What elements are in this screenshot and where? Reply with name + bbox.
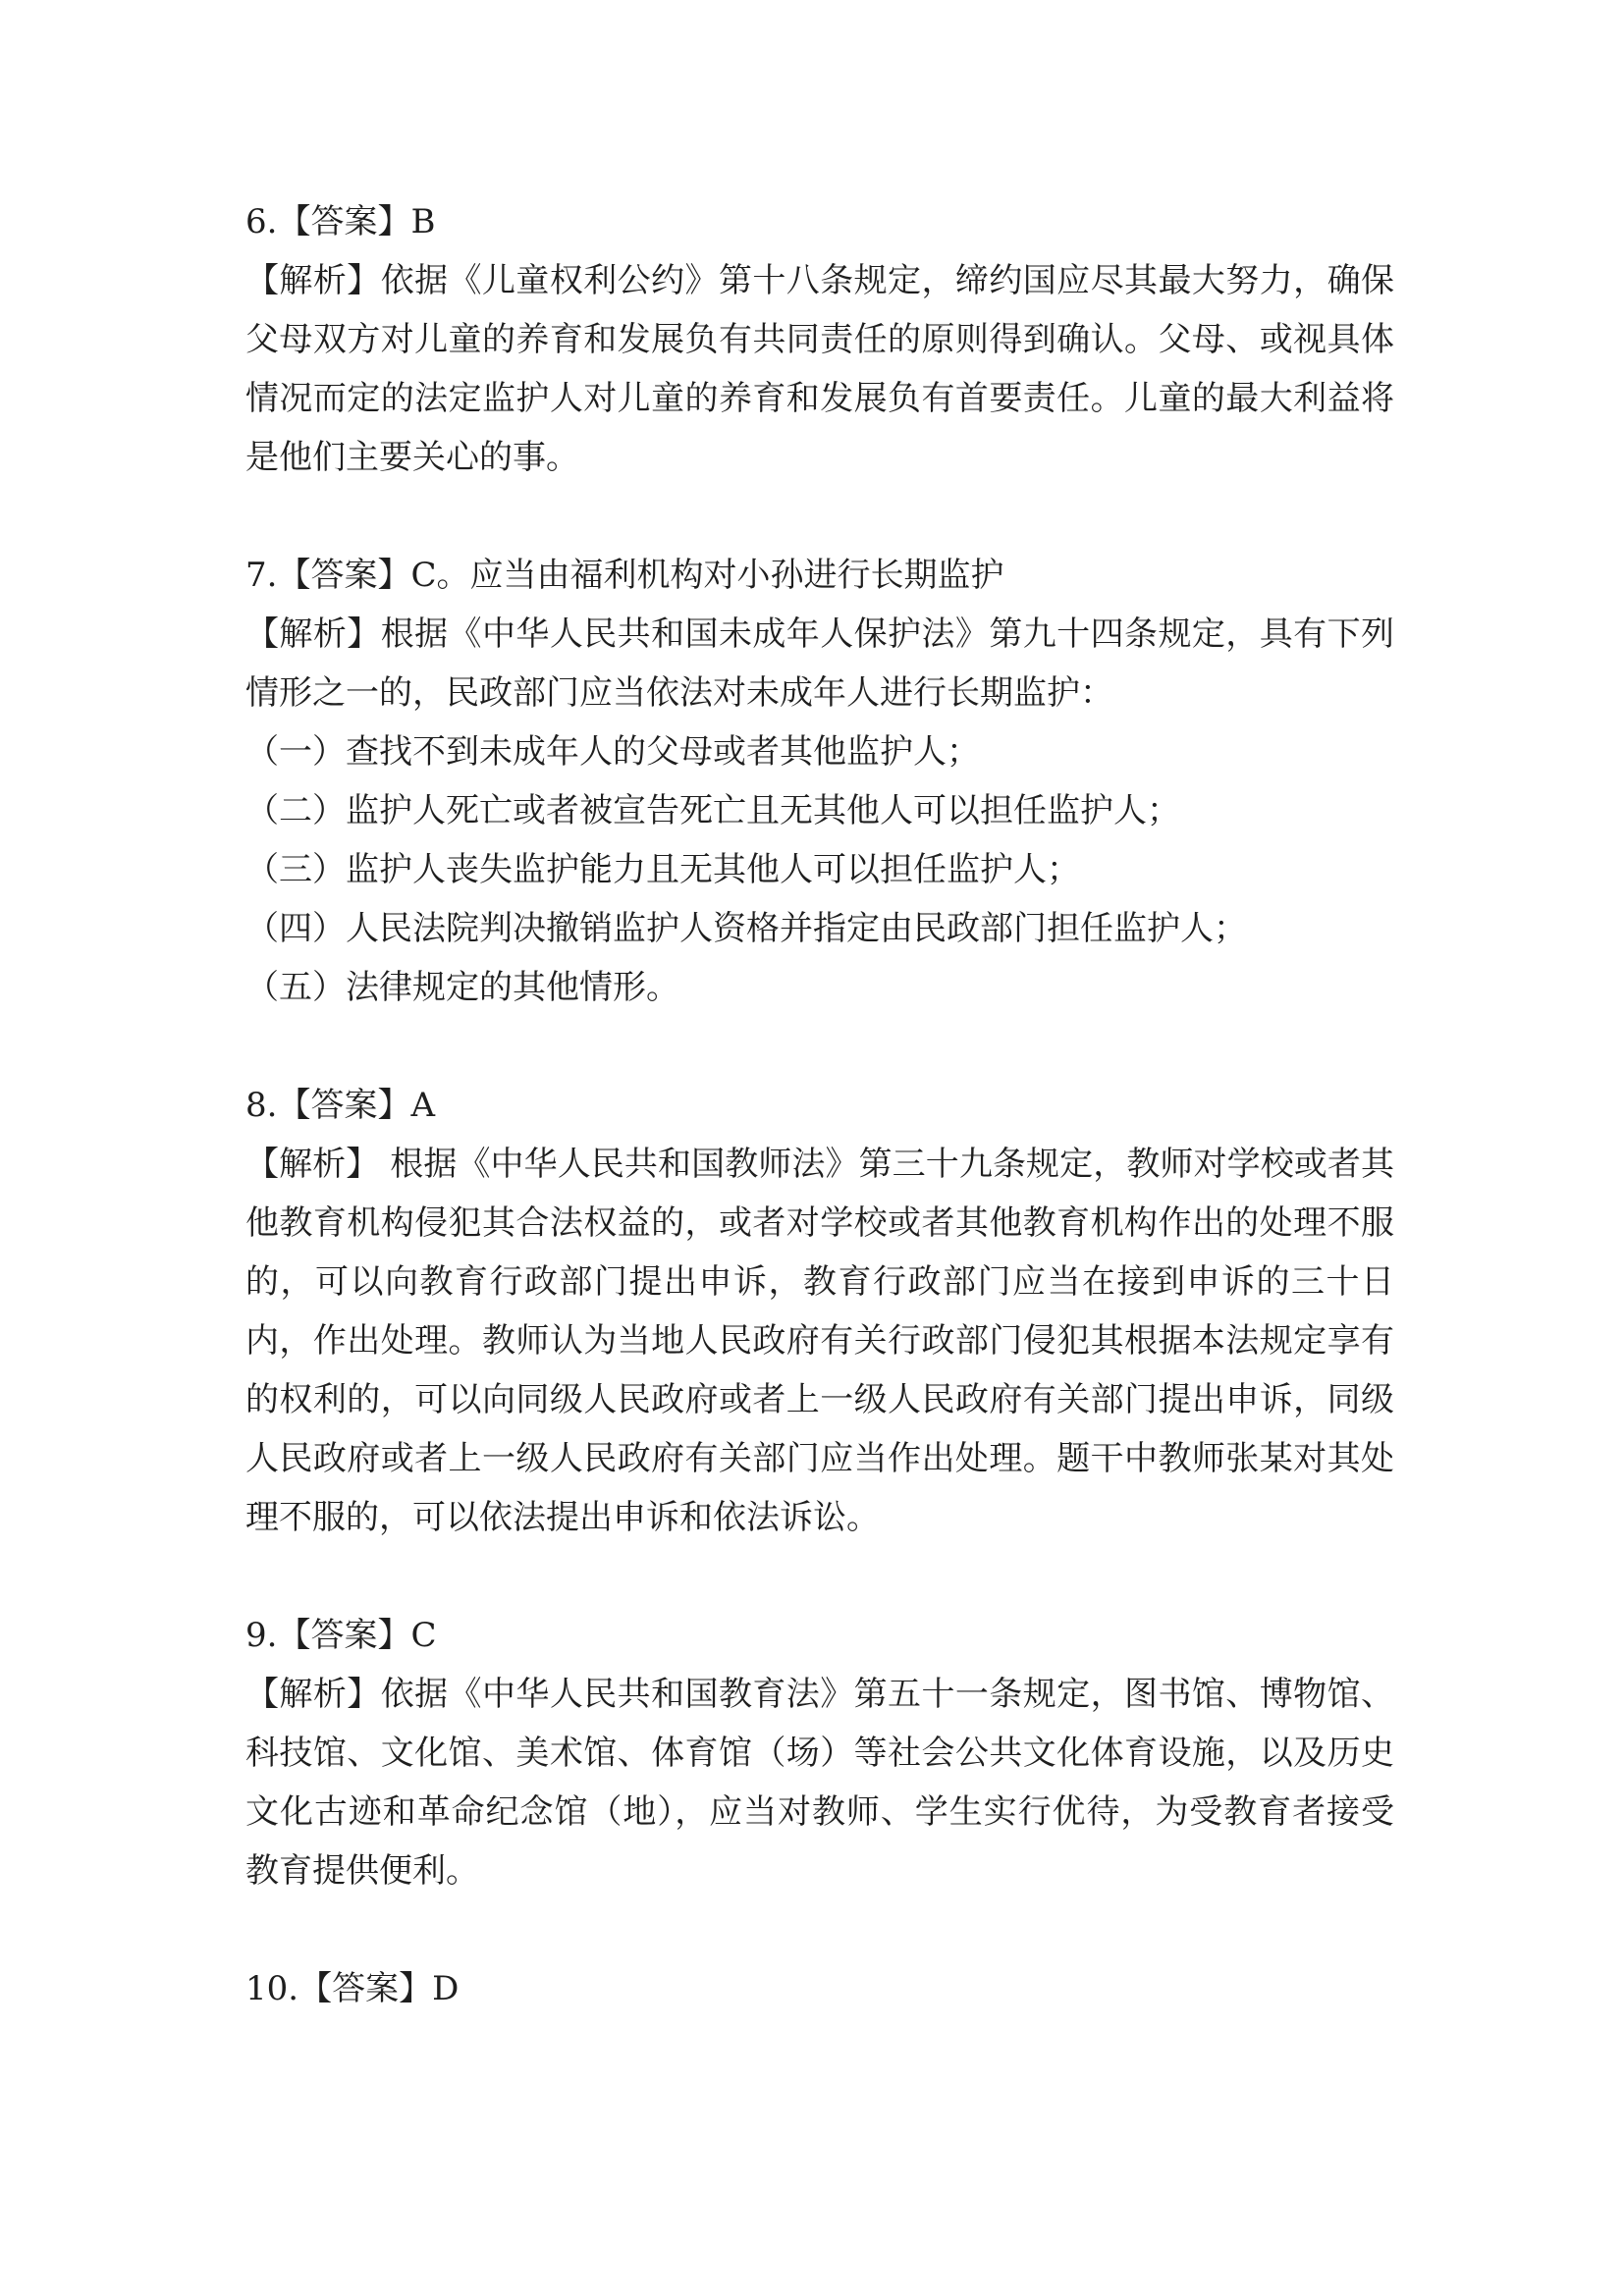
clause-7-3: （三）监护人丧失监护能力且无其他人可以担任监护人； (245, 850, 1080, 889)
answer-block-7 (245, 546, 1394, 1017)
answer-block-10 (245, 1959, 1394, 2018)
answer-line-8: 8.【答案】A (245, 1086, 435, 1125)
analysis-8: 【解析】 根据《中华人民共和国教师法》第三十九条规定，教师对学校或者其他教育机构侵犯其合法权益的，或者对学校或者其他教育机构作出的处理不服的，可以向教育行政部门提出申诉，教育行政部门应当在接到申诉的三十日内，作出处理。教师认为当地人民政府有关行政部门侵犯其根据本法规定享有的权利的，可以向同级人民政府或者上一级人民政府有关部门提出申诉，同级人民政府或者上一级人民政府有关部门应当作出处理。题干中教师张某对其处理不服的，可以依法提出申诉和依法诉讼。 (245, 1145, 1394, 1537)
answer-block-9 (245, 1606, 1394, 1900)
answer-block-8 (245, 1076, 1394, 1547)
analysis-6: 【解析】依据《儿童权利公约》第十八条规定，缔约国应尽其最大努力，确保父母双方对儿童的养育和发展负有共同责任的原则得到确认。父母、或视具体情况而定的法定监护人对儿童的养育和发展负有首要责任。儿童的最大利益将是他们主要关心的事。 (245, 261, 1394, 477)
clause-7-4: （四）人民法院判决撤销监护人资格并指定由民政部门担任监护人； (245, 909, 1247, 948)
answer-line-9: 9.【答案】C (245, 1616, 437, 1655)
answer-key-content (245, 192, 1394, 2077)
analysis-9: 【解析】依据《中华人民共和国教育法》第五十一条规定，图书馆、博物馆、科技馆、文化馆、美术馆、体育馆（场）等社会公共文化体育设施，以及历史文化古迹和革命纪念馆（地），应当对教师、学生实行优待，为受教育者接受教育提供便利。 (245, 1675, 1394, 1891)
clause-7-5: （五）法律规定的其他情形。 (245, 968, 679, 1007)
answer-line-6: 6.【答案】B (245, 202, 436, 241)
answer-line-7: 7.【答案】C。应当由福利机构对小孙进行长期监护 (245, 556, 1004, 595)
clause-7-1: （一）查找不到未成年人的父母或者其他监护人； (245, 732, 980, 772)
analysis-7: 【解析】根据《中华人民共和国未成年人保护法》第九十四条规定，具有下列情形之一的，民政部门应当依法对未成年人进行长期监护： (245, 614, 1394, 713)
clause-7-2: （二）监护人死亡或者被宣告死亡且无其他人可以担任监护人； (245, 791, 1180, 830)
answer-block-6 (245, 192, 1394, 487)
answer-line-10: 10.【答案】D (245, 1969, 460, 2008)
